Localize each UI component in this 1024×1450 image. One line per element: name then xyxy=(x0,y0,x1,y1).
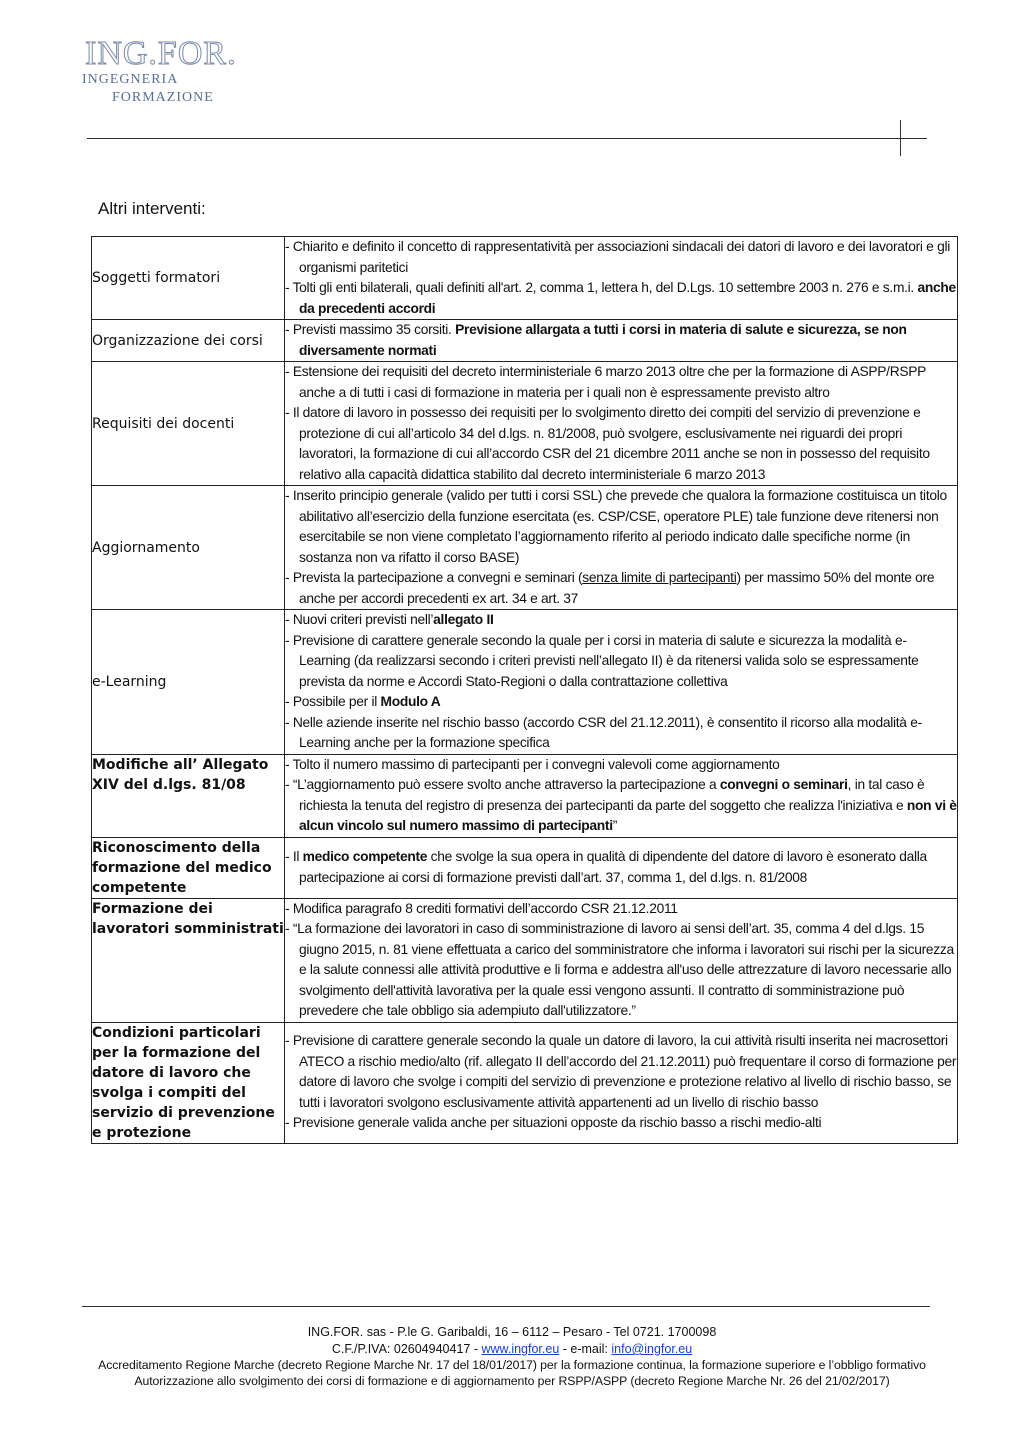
table-row xyxy=(92,610,958,755)
footer-divider xyxy=(82,1306,930,1307)
bold-text: medico competente xyxy=(302,849,428,864)
row-content xyxy=(285,898,958,1022)
bold-text: allegato II xyxy=(433,612,494,627)
row-label: Riconoscimento della formazione del medico competente xyxy=(92,837,285,898)
row-label: Modifiche all’ Allegato XIV del d.lgs. 81/08 xyxy=(92,754,285,837)
bullet-item xyxy=(285,847,957,888)
text-segment: - Tolto il numero massimo di partecipanti per i convegni valevoli come aggiornamento xyxy=(285,756,780,772)
interventions-table-body xyxy=(92,237,958,1144)
row-label: Organizzazione dei corsi xyxy=(92,320,285,362)
text-segment: - Inserito principio generale (valido per tutti i corsi SSL) che prevede che qualora la formazione costituisca un titolo abilitativo all’esercizio della funzione esercitata (es. CSP/CSE, operatore PLE) tale funzione deve ritenersi non esercitabile se non viene completato l’aggiornamento riferito al periodo indicato dalle specifiche norme (in sostanza non va rifatto il corso BASE) xyxy=(285,488,947,565)
bullet-item xyxy=(285,320,957,361)
table-row xyxy=(92,898,958,1022)
footer-email-label: - e-mail: xyxy=(559,1342,612,1356)
table-row xyxy=(92,754,958,837)
section-title: Altri interventi: xyxy=(98,199,206,218)
bullet-item xyxy=(285,755,957,776)
underlined-text: senza limite di partecipanti xyxy=(582,570,737,585)
row-content xyxy=(285,837,958,898)
text-segment: - Tolti gli enti bilaterali, quali definiti all'art. 2, comma 1, lettera h, del D.Lgs. 10 settembre 2003 n. 276 e s.m.i. xyxy=(285,280,918,295)
bold-text: Modulo A xyxy=(380,694,441,709)
bullet-item xyxy=(285,631,957,693)
text-segment: ” xyxy=(612,818,618,833)
row-content xyxy=(285,362,958,486)
row-label: Requisiti dei docenti xyxy=(92,362,285,486)
text-segment: - Il datore di lavoro in possesso dei requisiti per lo svolgimento diretto dei compiti del servizio di prevenzione e protezione di cui all’articolo 34 del d.lgs. n. 81/2008, può svolgere, esclusivamente nei riguardi dei propri lavoratori, la formazione di cui all’accordo CSR del 21 dicembre 2011 anche se non in possesso del requisito relativo alla capacità didattica stabilito dal decreto interministeriale 6 marzo 2013 xyxy=(285,405,930,482)
text-segment: - Chiarito e definito il concetto di rappresentatività per associazioni sindacali dei datori di lavoro e dei lavoratori e gli organismi paritetici xyxy=(285,239,950,275)
website-link[interactable]: www.ingfor.eu xyxy=(481,1342,560,1356)
row-label: Condizioni particolari per la formazione del datore di lavoro che svolga i compiti del servizio di prevenzione e protezione xyxy=(92,1022,285,1143)
text-segment: - “La formazione dei lavoratori in caso di somministrazione di lavoro ai sensi dell’art. 35, comma 4 del d.lgs. 15 giugno 2015, n. 81 viene effettuata a carico del somministratore che informa i lavoratori sui rischi per la sicurezza e la salute connessi alle attività produttive e li forma e addestra all'uso delle attrezzature di lavoro necessarie allo svolgimento dell'attività lavorativa per la quale essi vengono assunti. Il contratto di somministrazione può prevedere che tale obbligo sia adempiuto dall'utilizzatore.” xyxy=(285,921,954,1018)
header-divider xyxy=(87,138,927,139)
text-segment: - Prevista la partecipazione a convegni e seminari ( xyxy=(285,570,583,585)
company-logo xyxy=(55,30,255,110)
interventions-table xyxy=(91,236,958,1144)
row-content xyxy=(285,610,958,755)
text-segment: , in tal caso è richiesta la tenuta del registro di presenza dei partecipanti da parte del soggetto che realizza l'iniziativa e xyxy=(299,777,925,813)
header-divider-tick xyxy=(900,120,901,156)
footer-contacts xyxy=(0,1341,1024,1357)
row-content xyxy=(285,237,958,320)
footer-address: ING.FOR. sas - P.le G. Garibaldi, 16 – 6112 – Pesaro - Tel 0721. 1700098 xyxy=(307,1325,717,1339)
footer-accreditation: Accreditamento Regione Marche (decreto Regione Marche Nr. 17 del 18/01/2017) per la formazione continua, la formazione superiore e l’obbligo formativo xyxy=(98,1358,926,1372)
bullet-item xyxy=(285,403,957,485)
text-segment: - Previsione di carattere generale secondo la quale per i corsi in materia di salute e sicurezza la modalità e-Learning (da realizzarsi secondo i criteri previsti nell’allegato II) è da ritenersi valida solo se espressamente prevista da norme e Accordi Stato-Regioni o dalla contrattazione collettiva xyxy=(285,632,919,689)
text-segment: - Possibile per il xyxy=(285,694,381,709)
row-label: e-Learning xyxy=(92,610,285,755)
bullet-item xyxy=(285,899,957,920)
row-content xyxy=(285,320,958,362)
bullet-item xyxy=(285,1031,957,1113)
text-segment: - Estensione dei requisiti del decreto interministeriale 6 marzo 2013 oltre che per la formazione di ASPP/RSPP anche a di tutti i casi di formazione in materia per i quali non è espressamente previsto altro xyxy=(285,364,926,400)
row-label: Formazione dei lavoratori somministrati xyxy=(92,898,285,1022)
row-label: Aggiornamento xyxy=(92,486,285,610)
table-row xyxy=(92,1022,958,1143)
text-segment: - Nuovi criteri previsti nell’ xyxy=(285,612,434,627)
row-label: Soggetti formatori xyxy=(92,237,285,320)
bullet-item xyxy=(285,568,957,609)
bold-text: non vi è alcun vincolo sul numero massimo di partecipanti xyxy=(299,797,957,833)
row-content xyxy=(285,486,958,610)
logo-main-text: ING.FOR. xyxy=(85,35,237,72)
bullet-item xyxy=(285,775,957,837)
bold-text: anche da precedenti accordi xyxy=(299,280,956,316)
text-segment: - Nelle aziende inserite nel rischio basso (accordo CSR del 21.12.2011), è consentito il ricorso alla modalità e-Learning anche per la formazione specifica xyxy=(285,714,922,750)
email-link[interactable]: info@ingfor.eu xyxy=(611,1342,693,1356)
bullet-item xyxy=(285,362,957,403)
bullet-item xyxy=(285,919,957,1022)
bullet-item xyxy=(285,610,957,631)
table-row xyxy=(92,837,958,898)
bullet-item xyxy=(285,1113,957,1134)
text-segment: che svolge la sua opera in qualità di dipendente del datore di lavoro è esonerato dalla partecipazione ai corsi di formazione previsti dall’art. 37, comma 1, del d.lgs. n. 81/2008 xyxy=(299,849,927,885)
text-segment: - “L’aggiornamento può essere svolto anche attraverso la partecipazione a xyxy=(285,777,720,792)
table-row xyxy=(92,237,958,320)
table-row xyxy=(92,486,958,610)
text-segment: - Previsti massimo 35 corsiti. xyxy=(285,322,456,337)
row-content xyxy=(285,754,958,837)
bullet-item xyxy=(285,237,957,278)
logo-subtitle-1: INGEGNERIA xyxy=(82,72,179,87)
footer-vat: C.F./P.IVA: 02604940417 - xyxy=(331,1342,482,1356)
text-segment: - Previsione generale valida anche per situazioni opposte da rischio basso a rischi medio-alti xyxy=(285,1115,822,1131)
bold-text: convegni o seminari xyxy=(719,777,848,792)
footer-authorization: Autorizzazione allo svolgimento dei corsi di formazione e di aggiornamento per RSPP/ASPP (decreto Regione Marche Nr. 26 del 21/02/2017) xyxy=(134,1374,890,1388)
logo-subtitle-2: FORMAZIONE xyxy=(112,90,214,105)
bullet-item xyxy=(285,278,957,319)
text-segment: - Modifica paragrafo 8 crediti formativi dell’accordo CSR 21.12.2011 xyxy=(285,900,678,916)
bullet-item xyxy=(285,486,957,568)
table-row xyxy=(92,320,958,362)
table-row xyxy=(92,362,958,486)
text-segment: - Previsione di carattere generale secondo la quale un datore di lavoro, la cui attività risulti inserita nei macrosettori ATECO a rischio medio/alto (rif. allegato II dell’accordo del 21.12.2011) può frequentare il corso di formazione per datore di lavoro che svolge i compiti del servizio di prevenzione e protezione relativo al livello di rischio basso, se tutti i lavoratori svolgono esclusivamente attività appartenenti ad un livello di rischio basso xyxy=(285,1033,957,1110)
bullet-item xyxy=(285,713,957,754)
text-segment: - Il xyxy=(285,849,303,864)
bullet-item xyxy=(285,692,957,713)
bold-text: Previsione allargata a tutti i corsi in materia di salute e sicurezza, se non diversamente normati xyxy=(299,322,907,358)
row-content xyxy=(285,1022,958,1143)
text-segment: ) per massimo 50% del monte ore anche per accordi precedenti ex art. 34 e art. 37 xyxy=(299,570,935,606)
